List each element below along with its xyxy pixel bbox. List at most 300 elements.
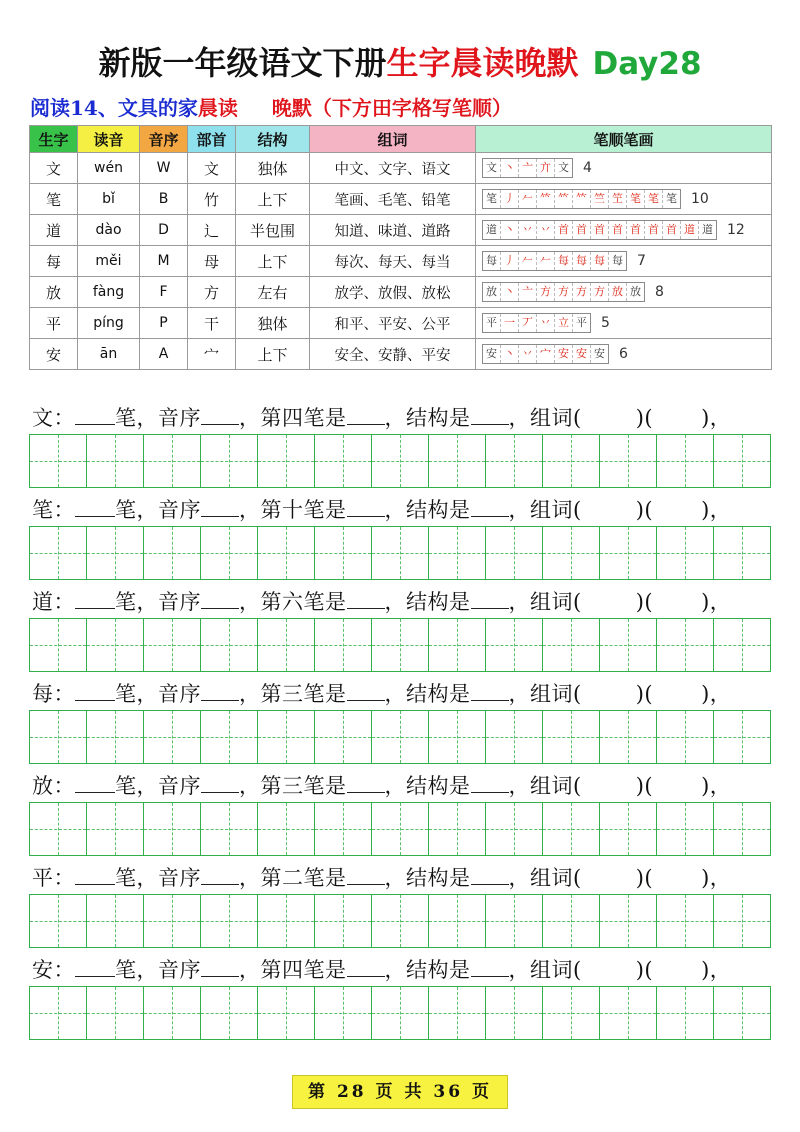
answer-blank[interactable]	[201, 958, 239, 977]
structure-cell: 半包围	[236, 215, 310, 246]
question-text: ：	[53, 498, 75, 522]
stroke-strip	[482, 220, 717, 240]
answer-blank[interactable]	[75, 590, 115, 609]
stroke-count: 12	[727, 222, 745, 238]
question-text: ，组词(	[508, 866, 582, 890]
question-text: ：	[53, 866, 75, 890]
answer-blank[interactable]	[201, 774, 239, 793]
lesson-name: 阅读14、文具的家	[30, 96, 198, 120]
stroke-step: 每	[612, 254, 623, 267]
question-text: ，组词(	[508, 590, 582, 614]
answer-blank[interactable]	[347, 774, 385, 793]
question-ordinal: 三	[282, 682, 304, 706]
stroke-step: 𠂉	[519, 252, 537, 270]
question-text: 笔是	[303, 774, 347, 798]
stroke-step: 笁	[609, 190, 627, 208]
question-ordinal: 十	[282, 498, 304, 522]
writing-cell[interactable]	[714, 895, 770, 947]
writing-cell[interactable]	[429, 711, 486, 763]
stroke-step: 笔	[666, 192, 677, 205]
structure-cell: 独体	[236, 308, 310, 339]
stroke-step: 竺	[591, 190, 609, 208]
question-text: )(	[635, 958, 654, 982]
question-text: ，第	[239, 682, 282, 706]
question-char: 平	[32, 866, 54, 890]
stroke-step: 首	[591, 221, 609, 239]
radical-cell: 干	[188, 308, 236, 339]
writing-cell[interactable]	[315, 987, 372, 1039]
tianzige-grid	[29, 710, 771, 764]
stroke-step: 丷	[519, 345, 537, 363]
header-radical: 部首	[188, 126, 236, 153]
question-text: 笔是	[303, 866, 347, 890]
stroke-order-cell	[476, 184, 772, 215]
writing-cell[interactable]	[87, 803, 144, 855]
writing-cell[interactable]	[600, 895, 657, 947]
writing-cell[interactable]	[372, 435, 429, 487]
letter-cell: F	[140, 277, 188, 308]
stroke-step: 每	[591, 252, 609, 270]
writing-cell[interactable]	[657, 803, 714, 855]
question-text: ：	[53, 590, 75, 614]
header-pinyin: 读音	[78, 126, 140, 153]
pinyin-cell: fàng	[78, 277, 140, 308]
stroke-step: 首	[573, 221, 591, 239]
answer-blank[interactable]	[471, 774, 509, 793]
writing-cell[interactable]	[30, 619, 87, 671]
radical-cell: 母	[188, 246, 236, 277]
question-text: )(	[635, 498, 654, 522]
question-text: )，	[701, 590, 732, 614]
stroke-step: 丆	[519, 314, 537, 332]
writing-cell[interactable]	[714, 435, 770, 487]
writing-cell[interactable]	[258, 619, 315, 671]
writing-cell[interactable]	[372, 619, 429, 671]
stroke-step: 每	[573, 252, 591, 270]
answer-blank[interactable]	[75, 682, 115, 701]
writing-cell[interactable]	[714, 803, 770, 855]
letter-cell: P	[140, 308, 188, 339]
radical-cell: 方	[188, 277, 236, 308]
tianzige-grid	[29, 802, 771, 856]
writing-cell[interactable]	[144, 619, 201, 671]
char-cell: 道	[30, 215, 78, 246]
header-letter: 音序	[140, 126, 188, 153]
answer-blank[interactable]	[201, 406, 239, 425]
question-line	[32, 954, 792, 984]
stroke-count: 10	[691, 191, 709, 207]
question-text: ，结构是	[384, 498, 471, 522]
writing-cell[interactable]	[144, 527, 201, 579]
morning-reading: 晨读	[197, 96, 238, 120]
writing-cell[interactable]	[600, 619, 657, 671]
writing-cell[interactable]	[657, 619, 714, 671]
question-text: ，结构是	[384, 682, 471, 706]
letter-cell: B	[140, 184, 188, 215]
writing-cell[interactable]	[258, 987, 315, 1039]
writing-cell[interactable]	[486, 435, 543, 487]
stroke-step: 丶	[501, 283, 519, 301]
stroke-step: 每	[555, 252, 573, 270]
writing-cell[interactable]	[30, 895, 87, 947]
question-text: ，组词(	[508, 406, 582, 430]
writing-cell[interactable]	[144, 435, 201, 487]
answer-blank[interactable]	[471, 498, 509, 517]
stroke-step: 丿	[501, 252, 519, 270]
writing-cell[interactable]	[600, 711, 657, 763]
question-line	[32, 862, 792, 892]
question-line	[32, 402, 792, 432]
question-text: 笔，音序	[115, 774, 201, 798]
question-text: ，第	[239, 406, 282, 430]
stroke-step: 丷	[519, 221, 537, 239]
writing-cell[interactable]	[87, 987, 144, 1039]
stroke-step: 道	[681, 221, 699, 239]
question-ordinal: 二	[282, 866, 304, 890]
question-text: ，结构是	[384, 774, 471, 798]
writing-cell[interactable]	[87, 619, 144, 671]
question-text: 笔是	[303, 590, 347, 614]
writing-cell[interactable]	[714, 987, 770, 1039]
writing-cell[interactable]	[372, 803, 429, 855]
answer-blank[interactable]	[75, 498, 115, 517]
stroke-step: 首	[555, 221, 573, 239]
char-cell: 平	[30, 308, 78, 339]
answer-blank[interactable]	[347, 406, 385, 425]
writing-cell[interactable]	[87, 895, 144, 947]
question-text: 笔是	[303, 682, 347, 706]
answer-blank[interactable]	[347, 590, 385, 609]
stroke-step: 丷	[537, 314, 555, 332]
writing-cell[interactable]	[657, 711, 714, 763]
writing-cell[interactable]	[201, 435, 258, 487]
stroke-step: 文	[558, 161, 569, 174]
stroke-step: 平	[483, 314, 501, 332]
answer-blank[interactable]	[347, 958, 385, 977]
question-text: ，组词(	[508, 958, 582, 982]
writing-cell[interactable]	[543, 895, 600, 947]
letter-cell: M	[140, 246, 188, 277]
stroke-step: 安	[483, 345, 501, 363]
stroke-step: 笔	[483, 190, 501, 208]
stroke-order-cell	[476, 339, 772, 370]
writing-cell[interactable]	[144, 895, 201, 947]
writing-cell[interactable]	[600, 435, 657, 487]
stroke-step: 一	[501, 314, 519, 332]
writing-cell[interactable]	[258, 895, 315, 947]
question-text: 笔，音序	[115, 682, 201, 706]
writing-cell[interactable]	[486, 803, 543, 855]
writing-cell[interactable]	[657, 435, 714, 487]
writing-cell[interactable]	[258, 527, 315, 579]
words-cell: 和平、平安、公平	[310, 308, 476, 339]
writing-cell[interactable]	[87, 527, 144, 579]
question-text: ，第	[239, 590, 282, 614]
question-char: 放	[32, 774, 54, 798]
question-text: ：	[53, 958, 75, 982]
stroke-step: 立	[555, 314, 573, 332]
pinyin-cell: wén	[78, 153, 140, 184]
writing-cell[interactable]	[258, 435, 315, 487]
answer-blank[interactable]	[471, 958, 509, 977]
answer-blank[interactable]	[471, 682, 509, 701]
question-text: ，组词(	[508, 682, 582, 706]
question-char: 道	[32, 590, 54, 614]
question-text: ，组词(	[508, 498, 582, 522]
writing-cell[interactable]	[657, 895, 714, 947]
radical-cell: 文	[188, 153, 236, 184]
title-day: Day28	[592, 46, 702, 82]
writing-cell[interactable]	[87, 435, 144, 487]
writing-cell[interactable]	[30, 711, 87, 763]
writing-cell[interactable]	[429, 987, 486, 1039]
stroke-step: 放	[630, 285, 641, 298]
question-char: 笔	[32, 498, 54, 522]
header-structure: 结构	[236, 126, 310, 153]
writing-cell[interactable]	[201, 527, 258, 579]
answer-blank[interactable]	[201, 590, 239, 609]
page-title	[0, 38, 800, 84]
stroke-strip	[482, 158, 573, 178]
pinyin-cell: měi	[78, 246, 140, 277]
writing-cell[interactable]	[429, 803, 486, 855]
char-cell: 笔	[30, 184, 78, 215]
writing-cell[interactable]	[543, 527, 600, 579]
question-char: 每	[32, 682, 54, 706]
stroke-strip	[482, 344, 609, 364]
answer-blank[interactable]	[201, 682, 239, 701]
letter-cell: D	[140, 215, 188, 246]
writing-cell[interactable]	[201, 711, 258, 763]
question-text: ，第	[239, 498, 282, 522]
answer-blank[interactable]	[75, 958, 115, 977]
stroke-step: 𥫗	[537, 190, 555, 208]
question-text: )，	[701, 958, 732, 982]
stroke-count: 7	[637, 253, 646, 269]
page-footer: 第 28 页 共 36 页	[292, 1075, 508, 1109]
question-text: )，	[701, 866, 732, 890]
radical-cell: 竹	[188, 184, 236, 215]
writing-cell[interactable]	[201, 987, 258, 1039]
question-text: ，第	[239, 958, 282, 982]
writing-cell[interactable]	[429, 527, 486, 579]
header-strokes: 笔顺笔画	[476, 126, 772, 153]
answer-blank[interactable]	[471, 590, 509, 609]
question-text: )(	[635, 406, 654, 430]
writing-cell[interactable]	[486, 711, 543, 763]
tianzige-grid	[29, 434, 771, 488]
table-row	[30, 215, 772, 246]
writing-cell[interactable]	[372, 711, 429, 763]
question-text: 笔是	[303, 958, 347, 982]
writing-cell[interactable]	[600, 527, 657, 579]
stroke-step: 平	[576, 316, 587, 329]
question-ordinal: 四	[282, 406, 304, 430]
stroke-step: 安	[555, 345, 573, 363]
stroke-step: 方	[555, 283, 573, 301]
answer-blank[interactable]	[75, 866, 115, 885]
question-line	[32, 770, 792, 800]
stroke-count: 4	[583, 160, 592, 176]
question-text: ：	[53, 682, 75, 706]
table-row	[30, 277, 772, 308]
stroke-step: 方	[537, 283, 555, 301]
character-table	[29, 125, 772, 370]
stroke-order-cell	[476, 153, 772, 184]
words-cell: 中文、文字、语文	[310, 153, 476, 184]
writing-cell[interactable]	[315, 803, 372, 855]
writing-cell[interactable]	[429, 619, 486, 671]
stroke-step: 放	[483, 283, 501, 301]
question-text: 笔，音序	[115, 498, 201, 522]
answer-blank[interactable]	[75, 406, 115, 425]
writing-cell[interactable]	[600, 987, 657, 1039]
stroke-strip	[482, 282, 645, 302]
answer-blank[interactable]	[347, 682, 385, 701]
writing-cell[interactable]	[714, 711, 770, 763]
pinyin-cell: píng	[78, 308, 140, 339]
question-text: ，结构是	[384, 590, 471, 614]
structure-cell: 上下	[236, 184, 310, 215]
writing-cell[interactable]	[429, 435, 486, 487]
question-text: )(	[635, 866, 654, 890]
writing-cell[interactable]	[486, 895, 543, 947]
answer-blank[interactable]	[201, 866, 239, 885]
writing-cell[interactable]	[372, 895, 429, 947]
stroke-step: 方	[573, 283, 591, 301]
writing-cell[interactable]	[30, 987, 87, 1039]
question-text: 笔是	[303, 406, 347, 430]
writing-cell[interactable]	[201, 895, 258, 947]
question-ordinal: 三	[282, 774, 304, 798]
words-cell: 放学、放假、放松	[310, 277, 476, 308]
stroke-strip	[482, 251, 627, 271]
writing-cell[interactable]	[714, 527, 770, 579]
evening-dictation: 晚默（下方田字格写笔顺）	[271, 96, 512, 120]
writing-cell[interactable]	[315, 711, 372, 763]
writing-cell[interactable]	[144, 803, 201, 855]
writing-cell[interactable]	[543, 435, 600, 487]
stroke-step: 放	[609, 283, 627, 301]
question-line	[32, 678, 792, 708]
stroke-step: 每	[483, 252, 501, 270]
stroke-step: 首	[663, 221, 681, 239]
writing-cell[interactable]	[30, 435, 87, 487]
words-cell: 每次、每天、每当	[310, 246, 476, 277]
table-row	[30, 246, 772, 277]
pinyin-cell: bǐ	[78, 184, 140, 215]
question-text: )，	[701, 682, 732, 706]
writing-cell[interactable]	[144, 711, 201, 763]
answer-blank[interactable]	[347, 498, 385, 517]
stroke-step: 亠	[519, 283, 537, 301]
lesson-subtitle	[30, 92, 512, 121]
writing-cell[interactable]	[543, 987, 600, 1039]
writing-cell[interactable]	[372, 527, 429, 579]
answer-blank[interactable]	[201, 498, 239, 517]
writing-cell[interactable]	[657, 527, 714, 579]
char-cell: 安	[30, 339, 78, 370]
question-text: ，结构是	[384, 406, 471, 430]
writing-cell[interactable]	[201, 619, 258, 671]
writing-cell[interactable]	[600, 803, 657, 855]
writing-cell[interactable]	[258, 711, 315, 763]
stroke-step: 道	[702, 223, 713, 236]
stroke-step: 安	[573, 345, 591, 363]
stroke-strip	[482, 313, 591, 333]
writing-cell[interactable]	[429, 895, 486, 947]
answer-blank[interactable]	[75, 774, 115, 793]
writing-cell[interactable]	[315, 895, 372, 947]
writing-cell[interactable]	[657, 987, 714, 1039]
question-text: )，	[701, 774, 732, 798]
answer-blank[interactable]	[471, 406, 509, 425]
stroke-step: 首	[609, 221, 627, 239]
writing-cell[interactable]	[30, 803, 87, 855]
char-cell: 放	[30, 277, 78, 308]
pinyin-cell: dào	[78, 215, 140, 246]
writing-cell[interactable]	[543, 619, 600, 671]
letter-cell: A	[140, 339, 188, 370]
stroke-step: 丿	[501, 190, 519, 208]
question-text: ，组词(	[508, 774, 582, 798]
writing-cell[interactable]	[315, 619, 372, 671]
stroke-step: 安	[594, 347, 605, 360]
stroke-step: 𠂉	[519, 190, 537, 208]
words-cell: 笔画、毛笔、铅笔	[310, 184, 476, 215]
stroke-step: 亣	[537, 159, 555, 177]
writing-cell[interactable]	[543, 711, 600, 763]
writing-cell[interactable]	[486, 619, 543, 671]
writing-cell[interactable]	[486, 527, 543, 579]
writing-cell[interactable]	[543, 803, 600, 855]
question-text: )，	[701, 406, 732, 430]
header-char: 生字	[30, 126, 78, 153]
table-row	[30, 308, 772, 339]
question-text: ，结构是	[384, 958, 471, 982]
stroke-step: 首	[627, 221, 645, 239]
words-cell: 安全、安静、平安	[310, 339, 476, 370]
stroke-count: 5	[601, 315, 610, 331]
writing-cell[interactable]	[87, 711, 144, 763]
answer-blank[interactable]	[471, 866, 509, 885]
question-text: ：	[53, 774, 75, 798]
writing-cell[interactable]	[372, 987, 429, 1039]
question-text: )(	[635, 774, 654, 798]
question-char: 文	[32, 406, 54, 430]
stroke-step: 𥫗	[555, 190, 573, 208]
title-red: 生字晨读晚默	[386, 44, 579, 82]
stroke-count: 8	[655, 284, 664, 300]
stroke-step: 文	[483, 159, 501, 177]
writing-cell[interactable]	[258, 803, 315, 855]
question-text: 笔，音序	[115, 590, 201, 614]
writing-cell[interactable]	[30, 527, 87, 579]
writing-cell[interactable]	[714, 619, 770, 671]
question-text: 笔是	[303, 498, 347, 522]
question-line	[32, 494, 792, 524]
writing-cell[interactable]	[315, 435, 372, 487]
question-text: 笔，音序	[115, 958, 201, 982]
answer-blank[interactable]	[347, 866, 385, 885]
question-text: )，	[701, 498, 732, 522]
writing-cell[interactable]	[315, 527, 372, 579]
writing-cell[interactable]	[144, 987, 201, 1039]
writing-cell[interactable]	[201, 803, 258, 855]
writing-cell[interactable]	[486, 987, 543, 1039]
stroke-strip	[482, 189, 681, 209]
char-cell: 每	[30, 246, 78, 277]
